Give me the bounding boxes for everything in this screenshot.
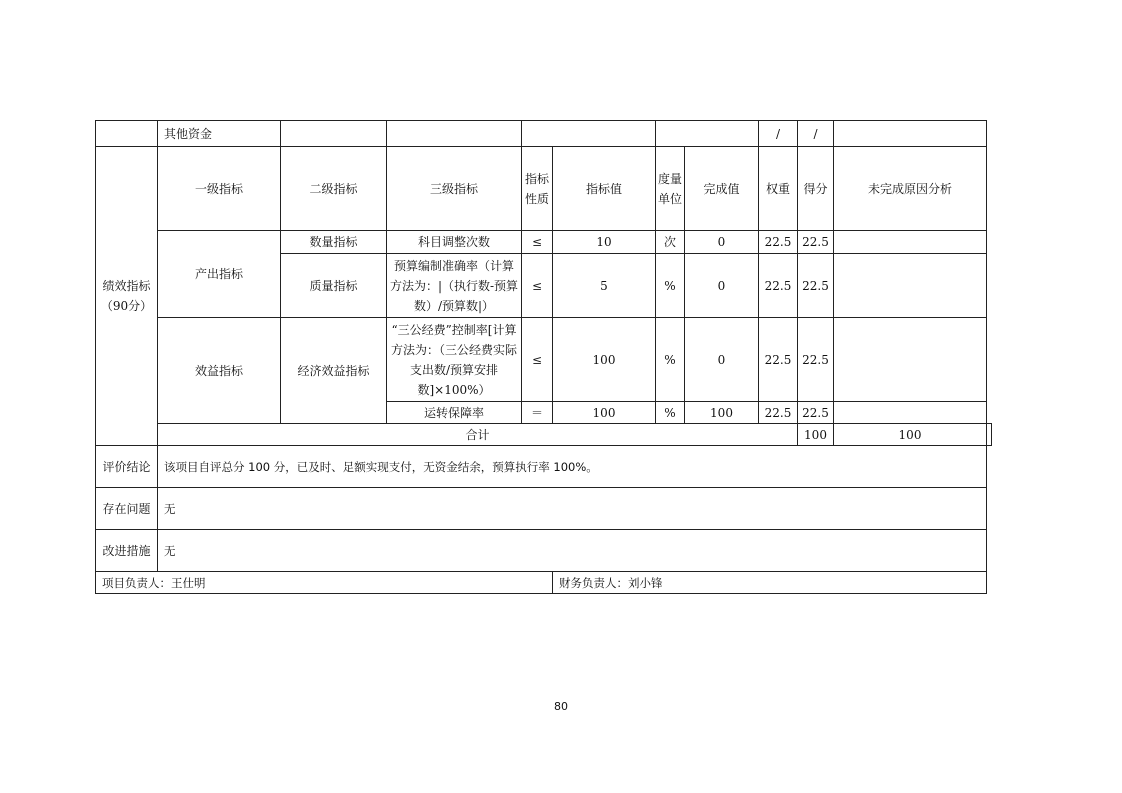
other-funds-slash-2: / — [798, 121, 834, 147]
header-value: 指标值 — [553, 147, 656, 231]
indicator-unit: 次 — [656, 231, 685, 254]
total-score: 100 — [834, 424, 987, 446]
indicator-done: 0 — [685, 318, 759, 402]
header-level1: 一级指标 — [158, 147, 281, 231]
improvement-text: 无 — [158, 530, 987, 572]
indicator-weight: 22.5 — [759, 231, 798, 254]
performance-evaluation-table — [95, 120, 992, 594]
indicator-score: 22.5 — [798, 318, 834, 402]
signature-row — [96, 572, 992, 594]
indicator-name: 科目调整次数 — [387, 231, 522, 254]
indicator-weight: 22.5 — [759, 318, 798, 402]
indicator-name: “三公经费”控制率[计算方法为：（三公经费实际支出数/预算安排数]×100%） — [387, 318, 522, 402]
indicator-done: 0 — [685, 254, 759, 318]
issues-text: 无 — [158, 488, 987, 530]
header-level2: 二级指标 — [281, 147, 387, 231]
indicator-value: 10 — [553, 231, 656, 254]
table-row — [96, 231, 992, 254]
economic-benefit-label: 经济效益指标 — [281, 318, 387, 424]
header-score: 得分 — [798, 147, 834, 231]
finance-lead: 财务负责人：刘小锋 — [553, 572, 987, 594]
table-row — [96, 318, 992, 402]
header-done: 完成值 — [685, 147, 759, 231]
page-number: 80 — [554, 700, 568, 713]
header-reason: 未完成原因分析 — [834, 147, 987, 231]
indicator-unit: % — [656, 318, 685, 402]
indicator-done: 0 — [685, 231, 759, 254]
other-funds-row — [96, 121, 992, 147]
indicator-weight: 22.5 — [759, 402, 798, 424]
indicator-nature: ≤ — [522, 254, 553, 318]
total-weight: 100 — [798, 424, 834, 446]
header-level3: 三级指标 — [387, 147, 522, 231]
indicator-done: 100 — [685, 402, 759, 424]
indicator-nature: ≤ — [522, 231, 553, 254]
indicator-nature: ≤ — [522, 318, 553, 402]
other-funds-label: 其他资金 — [158, 121, 281, 147]
indicator-value: 100 — [553, 318, 656, 402]
blank-cell — [96, 121, 158, 147]
indicator-score: 22.5 — [798, 254, 834, 318]
project-lead: 项目负责人：王仕明 — [96, 572, 553, 594]
indicator-weight: 22.5 — [759, 254, 798, 318]
indicator-score: 22.5 — [798, 402, 834, 424]
quality-indicator-label: 质量指标 — [281, 254, 387, 318]
conclusion-label: 评价结论 — [96, 446, 158, 488]
issues-label: 存在问题 — [96, 488, 158, 530]
issues-row — [96, 488, 992, 530]
indicator-nature: ＝ — [522, 402, 553, 424]
header-weight: 权重 — [759, 147, 798, 231]
header-nature: 指标性质 — [522, 147, 553, 231]
indicator-unit: % — [656, 254, 685, 318]
indicator-name: 预算编制准确率（计算方法为：|（执行数-预算数）/预算数|） — [387, 254, 522, 318]
indicator-value: 5 — [553, 254, 656, 318]
indicator-value: 100 — [553, 402, 656, 424]
output-indicator-label: 产出指标 — [158, 231, 281, 318]
indicator-unit: % — [656, 402, 685, 424]
conclusion-row — [96, 446, 992, 488]
total-label: 合计 — [158, 424, 798, 446]
improvement-label: 改进措施 — [96, 530, 158, 572]
indicator-score: 22.5 — [798, 231, 834, 254]
benefit-indicator-label: 效益指标 — [158, 318, 281, 424]
conclusion-text: 该项目自评总分 100 分，已及时、足额实现支付，无资金结余，预算执行率 100%。 — [158, 446, 987, 488]
header-unit: 度量单位 — [656, 147, 685, 231]
other-funds-slash-1: / — [759, 121, 798, 147]
total-row — [96, 424, 992, 446]
perf-section-label: 绩效指标（90分） — [96, 147, 158, 446]
perf-header-row — [96, 147, 992, 231]
indicator-name: 运转保障率 — [387, 402, 522, 424]
quantity-indicator-label: 数量指标 — [281, 231, 387, 254]
improvement-row — [96, 530, 992, 572]
